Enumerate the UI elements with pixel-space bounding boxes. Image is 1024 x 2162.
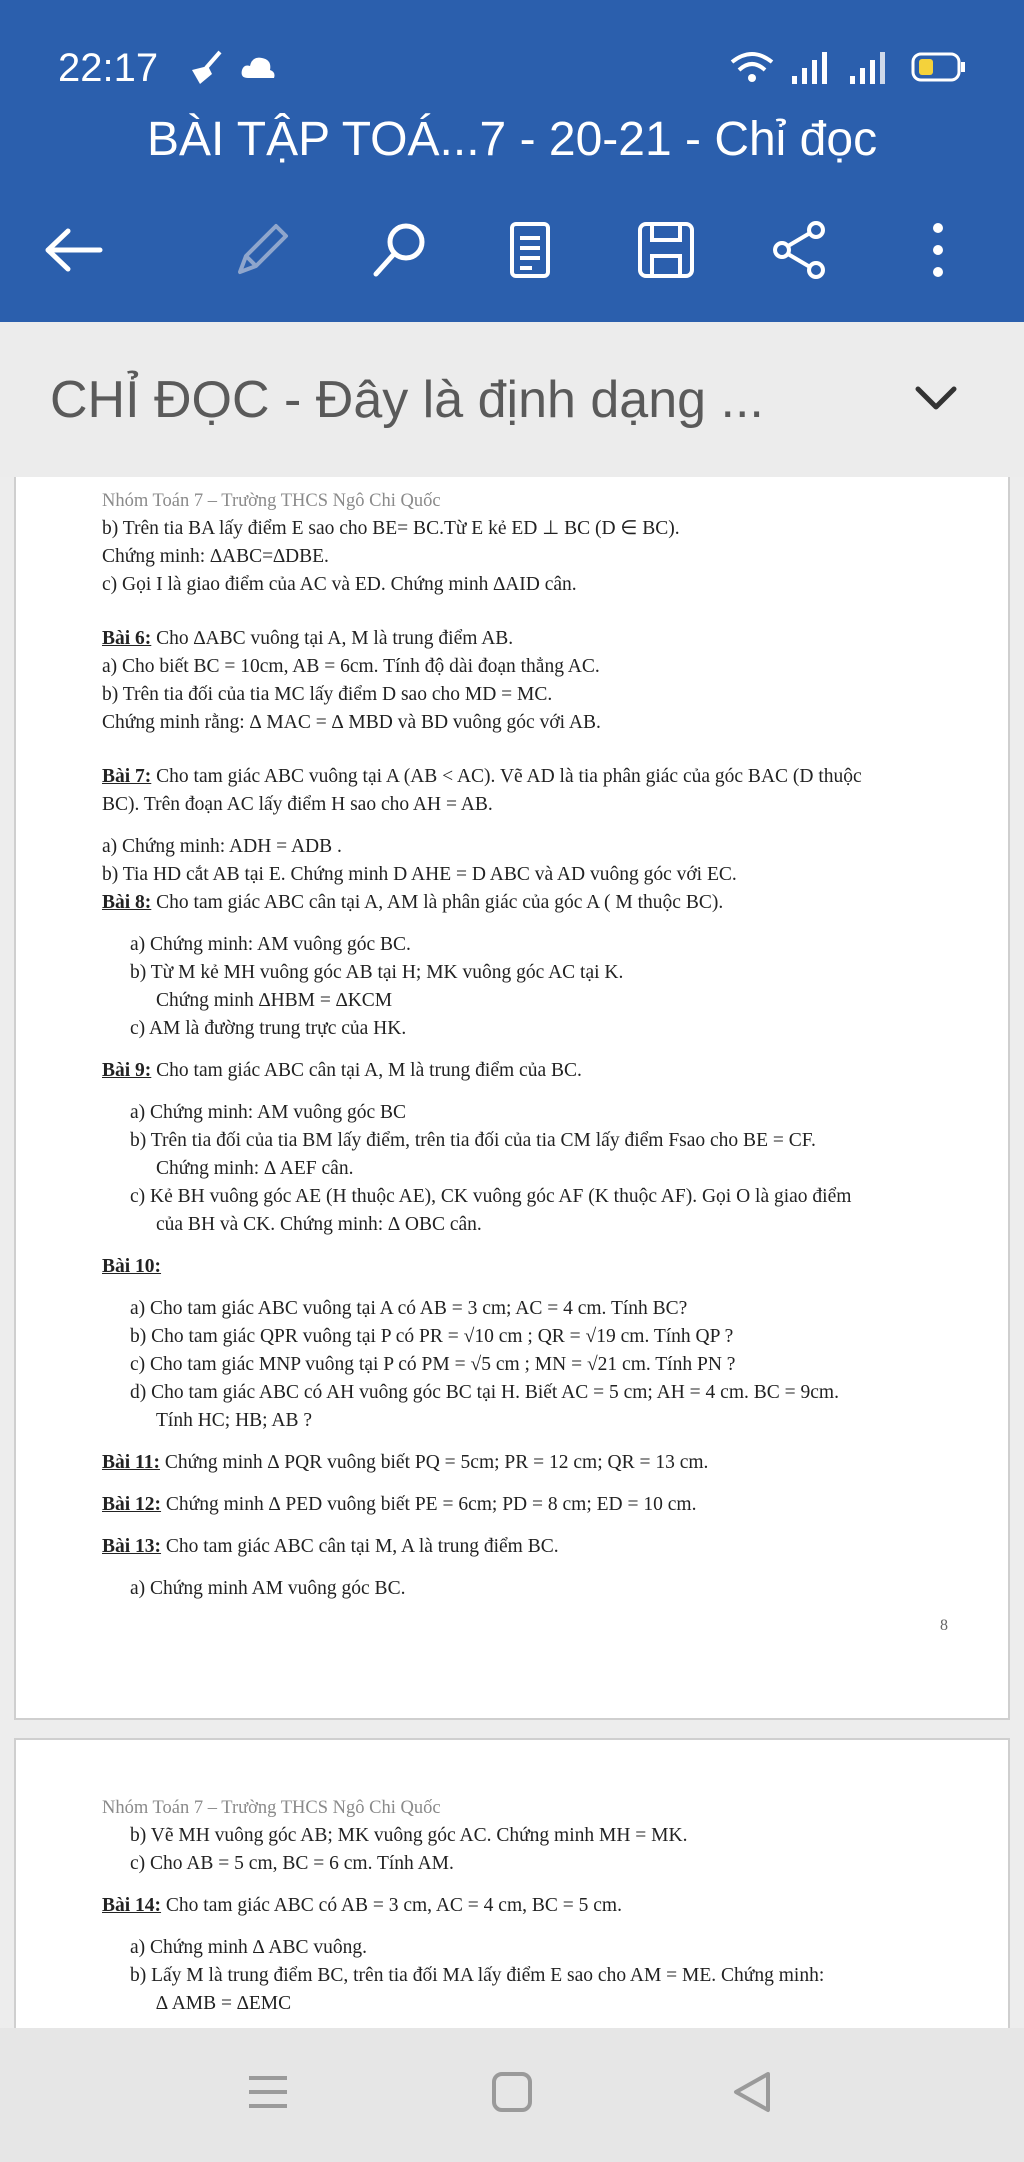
exercise-title: Bài 9: — [102, 1060, 152, 1081]
text-line: c) Gọi I là giao điểm của AC và ED. Chứng minh ∆AID cân. — [102, 574, 577, 595]
pencil-icon[interactable] — [226, 210, 298, 290]
toolbar — [0, 210, 1024, 290]
text-line: b) Vẽ MH vuông góc AB; MK vuông góc AC. Chứng minh MH = MK. — [130, 1825, 688, 1846]
page-number: 8 — [940, 1617, 948, 1634]
cloud-icon — [238, 48, 278, 89]
text-line: c) AM là đường trung trực của HK. — [130, 1018, 407, 1039]
page-header: Nhóm Toán 7 – Trường THCS Ngô Chi Quốc — [102, 491, 441, 511]
exercise-8: Bài 8: Cho tam giác ABC cân tại A, AM là phân giác của góc A ( M thuộc BC). — [102, 892, 724, 913]
text-line: của BH và CK. Chứng minh: ∆ OBC cân. — [156, 1214, 482, 1235]
exercise-11: Bài 11: Chứng minh ∆ PQR vuông biết PQ = 5cm; PR = 12 cm; QR = 13 cm. — [102, 1452, 709, 1473]
wifi-icon — [728, 48, 776, 93]
document-icon[interactable] — [494, 210, 566, 290]
text-line: b) Từ M kẻ MH vuông góc AB tại H; MK vuông góc AC tại K. — [130, 962, 624, 983]
home-icon[interactable] — [472, 2062, 552, 2122]
banner-text: CHỈ ĐỌC - Đây là định dạng ... — [50, 371, 764, 429]
text-line: Chứng minh rằng: ∆ MAC = ∆ MBD và BD vuông góc với AB. — [102, 712, 601, 733]
exercise-title: Bài 14: — [102, 1895, 162, 1916]
text-line: a) Chứng minh: AM vuông góc BC. — [130, 934, 411, 955]
text-line: c) Cho AB = 5 cm, BC = 6 cm. Tính AM. — [130, 1853, 454, 1874]
text-line: Chứng minh: ∆ AEF cân. — [156, 1158, 354, 1179]
share-icon[interactable] — [764, 210, 836, 290]
exercise-9: Bài 9: Cho tam giác ABC cân tại A, M là trung điểm của BC. — [102, 1060, 582, 1081]
text-line: a) Cho tam giác ABC vuông tại A có AB = 3 cm; AC = 4 cm. Tính BC? — [130, 1298, 688, 1319]
broom-icon — [184, 48, 228, 93]
exercise-title: Bài 10: — [102, 1256, 162, 1277]
text-line: Chứng minh: ∆ABC=∆DBE. — [102, 546, 329, 567]
document-title: BÀI TẬP TOÁ...7 - 20-21 - Chỉ đọc — [146, 113, 878, 166]
text-line: a) Chứng minh: AM vuông góc BC — [130, 1102, 406, 1123]
text-line: BC). Trên đoạn AC lấy điểm H sao cho AH = AB. — [102, 794, 493, 815]
menu-icon[interactable] — [228, 2062, 308, 2122]
text-line: b) Tia HD cắt AB tại E. Chứng minh D AHE = D ABC và AD vuông góc với EC. — [102, 864, 737, 885]
more-icon[interactable] — [902, 210, 974, 290]
navigation-bar — [0, 2028, 1024, 2162]
back-arrow-icon[interactable] — [38, 210, 110, 290]
text-line: b) Trên tia BA lấy điểm E sao cho BE= BC.Từ E kẻ ED ⊥ BC (D ∈ BC). — [102, 518, 680, 539]
back-icon[interactable] — [712, 2062, 792, 2122]
signal-icon-2 — [848, 48, 888, 93]
exercise-13: Bài 13: Cho tam giác ABC cân tại M, A là trung điểm BC. — [102, 1536, 559, 1557]
exercise-6: Bài 6: Cho ∆ABC vuông tại A, M là trung điểm AB. — [102, 628, 514, 649]
exercise-12: Bài 12: Chứng minh ∆ PED vuông biết PE = 6cm; PD = 8 cm; ED = 10 cm. — [102, 1494, 697, 1515]
exercise-title: Bài 8: — [102, 892, 152, 913]
read-only-banner[interactable] — [0, 322, 1024, 477]
text-line: c) Cho tam giác MNP vuông tại P có PM = √5 cm ; MN = √21 cm. Tính PN ? — [130, 1354, 736, 1375]
exercise-10 — [102, 1253, 946, 1281]
exercise-14: Bài 14: Cho tam giác ABC có AB = 3 cm, AC = 4 cm, BC = 5 cm. — [102, 1895, 622, 1916]
text-line: ∆ AMB = ∆EMC — [156, 1993, 292, 2014]
text-line: c) Kẻ BH vuông góc AE (H thuộc AE), CK vuông góc AF (K thuộc AF). Gọi O là giao điểm — [130, 1186, 852, 1207]
chevron-down-icon[interactable] — [910, 377, 962, 426]
status-time: 22:17 — [58, 46, 159, 90]
document-page-1 — [14, 477, 1010, 1720]
exercise-title: Bài 11: — [102, 1452, 160, 1473]
text-line: a) Chứng minh AM vuông góc BC. — [130, 1578, 406, 1599]
exercise-7: Bài 7: Cho tam giác ABC vuông tại A (AB < AC). Vẽ AD là tia phân giác của góc BAC (D thuộc — [102, 766, 862, 787]
app-bar — [0, 0, 1024, 322]
status-bar — [0, 40, 1024, 100]
text-line: Tính HC; HB; AB ? — [156, 1410, 313, 1431]
battery-icon — [910, 48, 968, 93]
text-line: b) Cho tam giác QPR vuông tại P có PR = √10 cm ; QR = √19 cm. Tính QP ? — [130, 1326, 734, 1347]
search-icon[interactable] — [364, 210, 436, 290]
text-line: a) Chứng minh: ADH = ADB . — [102, 836, 342, 857]
text-line: b) Trên tia đối của tia MC lấy điểm D sao cho MD = MC. — [102, 684, 553, 705]
text-line: d) Cho tam giác ABC có AH vuông góc BC tại H. Biết AC = 5 cm; AH = 4 cm. BC = 9cm. — [130, 1382, 839, 1403]
text-line: a) Chứng minh ∆ ABC vuông. — [130, 1937, 368, 1958]
signal-icon-1 — [790, 48, 830, 93]
exercise-title: Bài 6: — [102, 628, 152, 649]
save-icon[interactable] — [630, 210, 702, 290]
text-line: b) Trên tia đối của tia BM lấy điểm, trên tia đối của tia CM lấy điểm Fsao cho BE = CF. — [130, 1130, 816, 1151]
exercise-title: Bài 12: — [102, 1494, 162, 1515]
text-line: b) Lấy M là trung điểm BC, trên tia đối MA lấy điểm E sao cho AM = ME. Chứng minh: — [130, 1965, 825, 1986]
text-line: Chứng minh ∆HBM = ∆KCM — [156, 990, 393, 1011]
exercise-title: Bài 7: — [102, 766, 152, 787]
text-line: a) Cho biết BC = 10cm, AB = 6cm. Tính độ dài đoạn thẳng AC. — [102, 656, 600, 677]
document-page-2 — [14, 1738, 1010, 2028]
exercise-title: Bài 13: — [102, 1536, 162, 1557]
page-header: Nhóm Toán 7 – Trường THCS Ngô Chi Quốc — [102, 1798, 441, 1818]
